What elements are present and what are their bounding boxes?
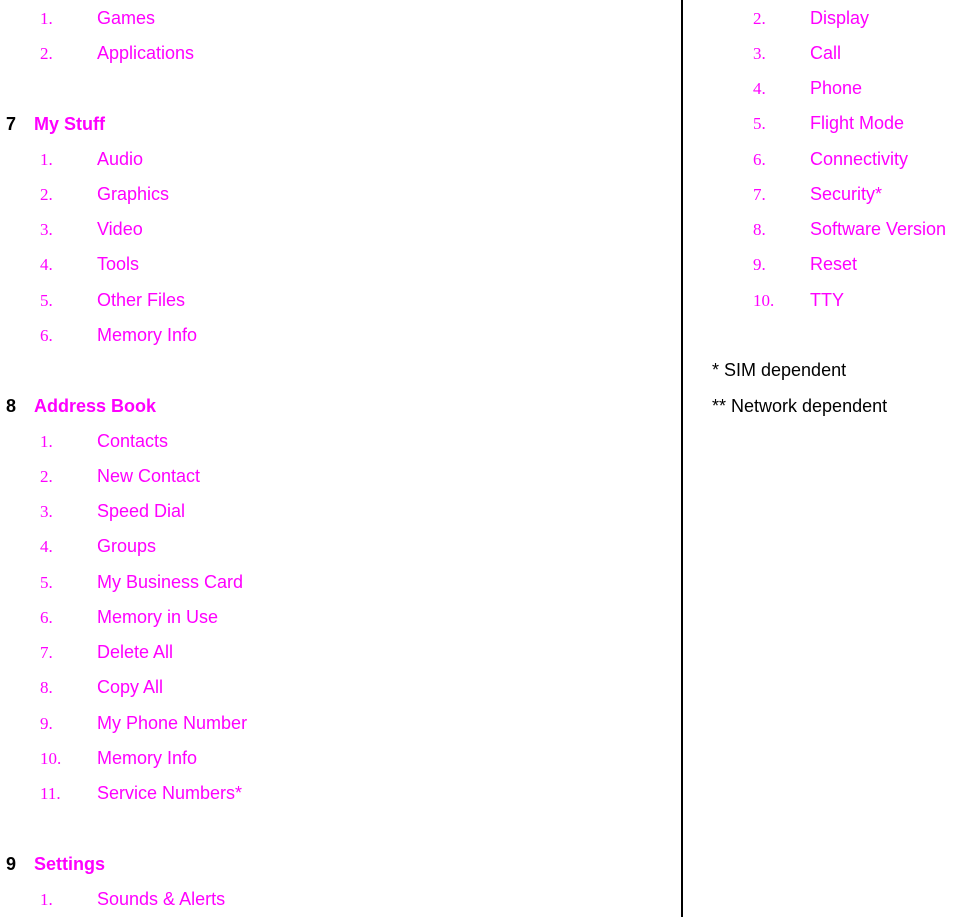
item-number: 5. bbox=[40, 291, 53, 310]
item-number: 3. bbox=[753, 44, 766, 63]
item-number: 2. bbox=[753, 9, 766, 28]
item-number: 3. bbox=[40, 502, 53, 521]
item-number: 7. bbox=[40, 643, 53, 662]
section-number: 8 bbox=[6, 396, 17, 416]
item-number: 9. bbox=[40, 714, 53, 733]
footnote-sim-dependent: * SIM dependent bbox=[712, 360, 847, 380]
item-number: 2. bbox=[40, 185, 53, 204]
item-number: 3. bbox=[40, 220, 53, 239]
item-label: Connectivity bbox=[810, 149, 909, 169]
item-label: TTY bbox=[810, 290, 844, 310]
item-number: 8. bbox=[40, 678, 53, 697]
item-label: Graphics bbox=[97, 184, 170, 204]
item-label: Other Files bbox=[97, 290, 186, 310]
item-label: Memory Info bbox=[97, 325, 198, 345]
item-number: 2. bbox=[40, 44, 53, 63]
section-number: 7 bbox=[6, 114, 17, 134]
item-number: 5. bbox=[753, 114, 766, 133]
item-number: 8. bbox=[753, 220, 766, 239]
item-number: 6. bbox=[753, 150, 766, 169]
item-label: Groups bbox=[97, 536, 157, 556]
item-number: 1. bbox=[40, 432, 53, 451]
section-title: Address Book bbox=[34, 396, 157, 416]
item-number: 10. bbox=[753, 291, 775, 310]
item-label: Flight Mode bbox=[810, 113, 905, 133]
item-number: 1. bbox=[40, 9, 53, 28]
item-number: 4. bbox=[753, 79, 766, 98]
item-number: 10. bbox=[40, 749, 62, 768]
item-label: Delete All bbox=[97, 642, 174, 662]
item-label: Display bbox=[810, 8, 870, 28]
item-number: 1. bbox=[40, 890, 53, 909]
item-label: Tools bbox=[97, 254, 140, 274]
item-label: Software Version bbox=[810, 219, 947, 239]
section-title: My Stuff bbox=[34, 114, 105, 134]
item-label: My Phone Number bbox=[97, 713, 248, 733]
item-number: 5. bbox=[40, 573, 53, 592]
item-label: Call bbox=[810, 43, 842, 63]
section-number: 9 bbox=[6, 854, 17, 874]
item-number: 11. bbox=[40, 784, 61, 803]
item-number: 6. bbox=[40, 326, 53, 345]
item-label: Audio bbox=[97, 149, 144, 169]
item-label: Security* bbox=[810, 184, 883, 204]
item-number: 2. bbox=[40, 467, 53, 486]
column-divider bbox=[681, 0, 683, 917]
item-label: Sounds & Alerts bbox=[97, 889, 226, 909]
item-label: Games bbox=[97, 8, 156, 28]
item-number: 4. bbox=[40, 537, 53, 556]
item-label: New Contact bbox=[97, 466, 201, 486]
item-label: My Business Card bbox=[97, 572, 244, 592]
item-label: Reset bbox=[810, 254, 858, 274]
item-number: 6. bbox=[40, 608, 53, 627]
item-number: 7. bbox=[753, 185, 766, 204]
item-label: Service Numbers* bbox=[97, 783, 243, 803]
footnote-network-dependent: ** Network dependent bbox=[712, 396, 888, 416]
item-number: 4. bbox=[40, 255, 53, 274]
item-label: Phone bbox=[810, 78, 863, 98]
section-title: Settings bbox=[34, 854, 106, 874]
item-label: Contacts bbox=[97, 431, 169, 451]
item-label: Memory Info bbox=[97, 748, 198, 768]
item-number: 9. bbox=[753, 255, 766, 274]
item-label: Memory in Use bbox=[97, 607, 219, 627]
item-number: 1. bbox=[40, 150, 53, 169]
item-label: Applications bbox=[97, 43, 195, 63]
item-label: Speed Dial bbox=[97, 501, 186, 521]
item-label: Copy All bbox=[97, 677, 164, 697]
item-label: Video bbox=[97, 219, 143, 239]
